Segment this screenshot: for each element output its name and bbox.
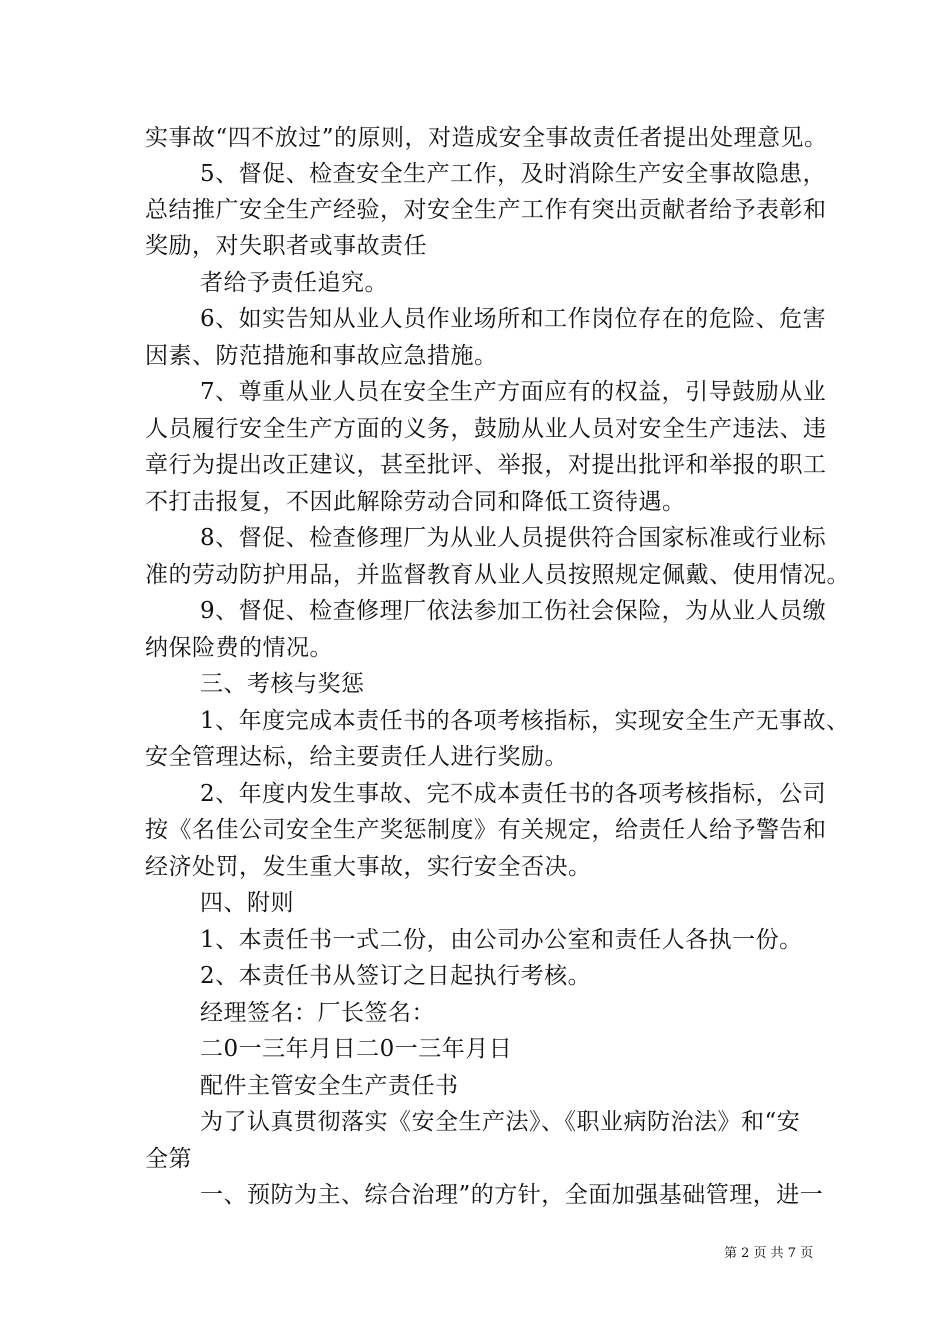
date-line: 二0一三年月日二0一三年月日 <box>200 1036 513 1062</box>
paragraph-line: 9、督促、检查修理厂依法参加工伤社会保险，为从业人员缴 <box>200 598 827 624</box>
paragraph-line: 奖励，对失职者或事故责任 <box>145 233 427 259</box>
paragraph-line: 章行为提出改正建议，甚至批评、举报，对提出批评和举报的职工 <box>145 452 827 478</box>
paragraph-line: 者给予责任追究。 <box>200 270 388 296</box>
paragraph-line: 经济处罚，发生重大事故，实行安全否决。 <box>145 854 592 880</box>
paragraph-line: 一、预防为主、综合治理”的方针，全面加强基础管理，进一 <box>200 1182 824 1208</box>
signature-line: 经理签名：厂长签名： <box>200 1000 435 1026</box>
paragraph-line: 纳保险费的情况。 <box>145 635 333 661</box>
paragraph-line: 6、如实告知从业人员作业场所和工作岗位存在的危险、危害 <box>200 306 827 332</box>
section-heading: 四、附则 <box>200 890 294 916</box>
paragraph-line: 2、年度内发生事故、完不成本责任书的各项考核指标，公司 <box>200 781 827 807</box>
paragraph-line: 1、本责任书一式二份，由公司办公室和责任人各执一份。 <box>200 927 803 953</box>
paragraph-line: 8、督促、检查修理厂为从业人员提供符合国家标准或行业标 <box>200 525 827 551</box>
page-number: 第 2 页 共 7 页 <box>724 1246 814 1261</box>
document-title: 配件主管安全生产责任书 <box>200 1073 459 1099</box>
paragraph-line: 5、督促、检查安全生产工作，及时消除生产安全事故隐患， <box>200 161 827 187</box>
paragraph-line: 按《名佳公司安全生产奖惩制度》有关规定，给责任人给予警告和 <box>145 817 827 843</box>
paragraph-line: 7、尊重从业人员在安全生产方面应有的权益，引导鼓励从业 <box>200 379 827 405</box>
paragraph-line: 为了认真贯彻落实《安全生产法》、《职业病防治法》和“安 <box>200 1109 801 1135</box>
paragraph-line: 1、年度完成本责任书的各项考核指标，实现安全生产无事故、 <box>200 708 850 734</box>
paragraph-line: 2、本责任书从签订之日起执行考核。 <box>200 963 592 989</box>
paragraph-line: 准的劳动防护用品，并监督教育从业人员按照规定佩戴、使用情况。 <box>145 562 850 588</box>
section-heading: 三、考核与奖惩 <box>200 671 365 697</box>
paragraph-line: 总结推广安全生产经验，对安全生产工作有突出贡献者给予表彰和 <box>145 197 827 223</box>
paragraph-line: 全第 <box>145 1146 192 1172</box>
paragraph-line: 因素、防范措施和事故应急措施。 <box>145 343 498 369</box>
paragraph-line: 人员履行安全生产方面的义务，鼓励从业人员对安全生产违法、违 <box>145 416 827 442</box>
paragraph-line: 实事故“四不放过”的原则，对造成安全事故责任者提出处理意见。 <box>145 125 828 151</box>
paragraph-line: 不打击报复，不因此解除劳动合同和降低工资待遇。 <box>145 489 686 515</box>
paragraph-line: 安全管理达标，给主要责任人进行奖励。 <box>145 744 568 770</box>
